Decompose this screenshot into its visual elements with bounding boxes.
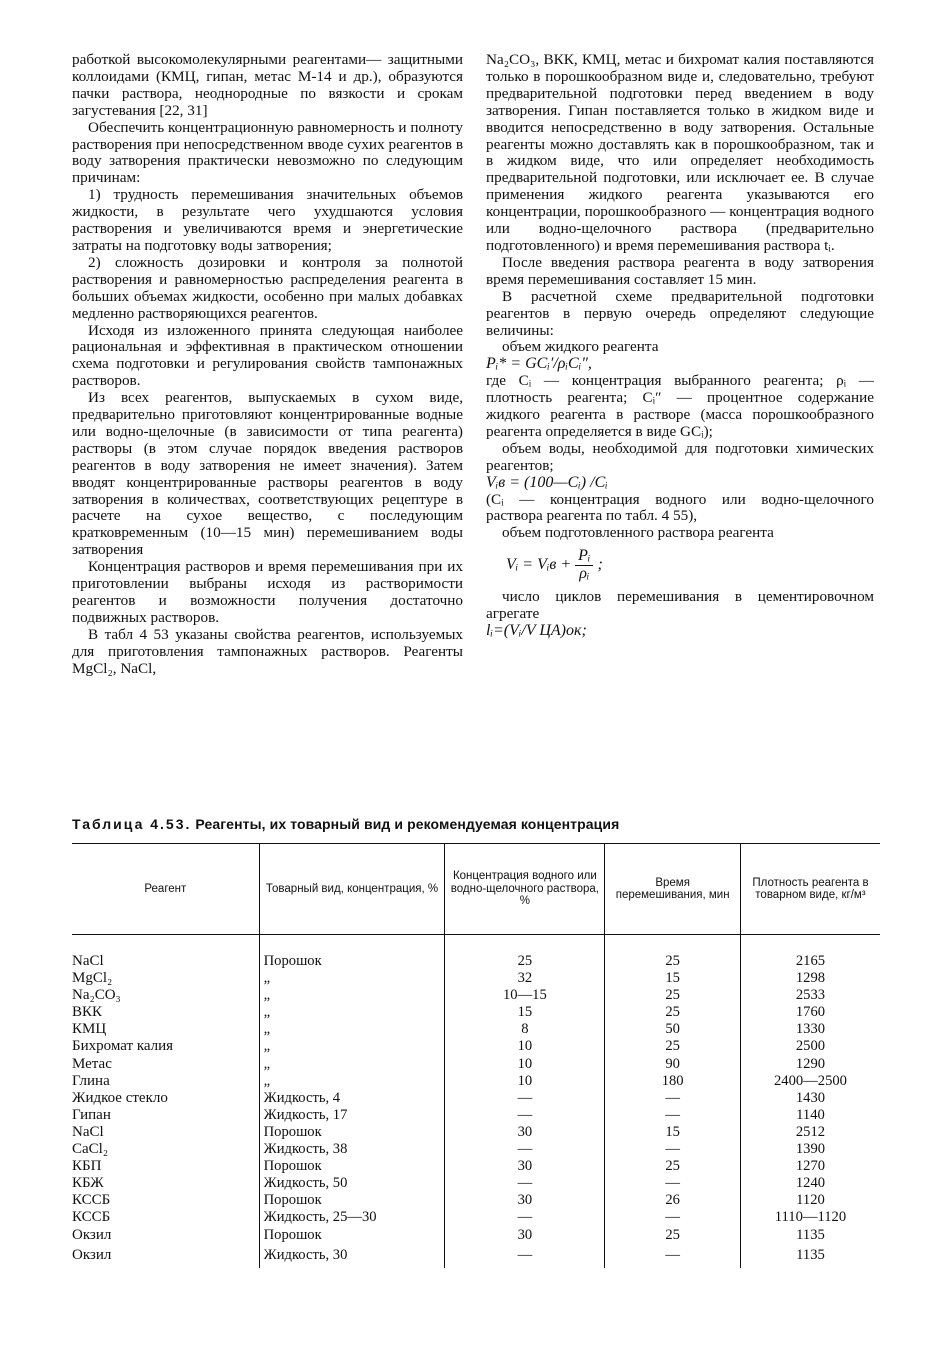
cell-reagent: Бихромат калия bbox=[72, 1038, 174, 1055]
cell-concentration: 30 bbox=[445, 1227, 605, 1244]
cell-density: 1240 bbox=[740, 1175, 880, 1192]
paragraph: В расчетной схеме предварительной подготовки реагентов в первую очередь определяют следующие величины: bbox=[486, 287, 874, 339]
table-row bbox=[72, 1073, 880, 1090]
cell-density: 1430 bbox=[740, 1090, 880, 1107]
paragraph: Исходя из изложенного принята следующая наиболее рациональная и эффективная в практическом отношении схема подготовки и регулирования свойств тампонажных растворов. bbox=[72, 321, 463, 390]
cell-time: 25 bbox=[605, 1004, 741, 1021]
cell-time: — bbox=[605, 1107, 741, 1124]
cell-time: 180 bbox=[605, 1073, 741, 1090]
cell-time: 90 bbox=[605, 1056, 741, 1073]
cell-concentration: 30 bbox=[445, 1124, 605, 1141]
cell-concentration: — bbox=[445, 1107, 605, 1124]
column-header-mixing-time: Время перемешивания, мин bbox=[605, 844, 741, 935]
cell-concentration: 10 bbox=[445, 1056, 605, 1073]
cell-form: Жидкость, 17 bbox=[259, 1107, 445, 1124]
table-header-row bbox=[72, 844, 880, 935]
cell-concentration: — bbox=[445, 1175, 605, 1192]
cell-reagent: Na₂CO₃ bbox=[72, 987, 121, 1004]
table-row bbox=[72, 1158, 880, 1175]
table-row bbox=[72, 1004, 880, 1021]
cell-time: 50 bbox=[605, 1021, 741, 1038]
table-row bbox=[72, 1038, 880, 1055]
cell-concentration: 30 bbox=[445, 1192, 605, 1209]
paragraph: объем жидкого реагента bbox=[502, 338, 659, 356]
left-text-column bbox=[72, 52, 463, 678]
table-row bbox=[72, 935, 880, 971]
table-row bbox=[72, 1056, 880, 1073]
cell-density: 1120 bbox=[740, 1192, 880, 1209]
column-header-density: Плотность реагента в товарном виде, кг/м³ bbox=[740, 844, 880, 935]
cell-concentration: 15 bbox=[445, 1004, 605, 1021]
cell-time: — bbox=[605, 1175, 741, 1192]
cell-time: 15 bbox=[605, 1124, 741, 1141]
cell-form: „ bbox=[259, 987, 445, 1004]
table-row bbox=[72, 1141, 880, 1158]
cell-reagent: MgCl₂ bbox=[72, 970, 113, 987]
cell-concentration: — bbox=[445, 1209, 605, 1226]
cell-form: „ bbox=[259, 1004, 445, 1021]
column-header-reagent: Реагент bbox=[72, 844, 259, 935]
formula-solution-volume bbox=[506, 548, 874, 583]
table-row bbox=[72, 1124, 880, 1141]
cell-form: Порошок bbox=[259, 1192, 445, 1209]
cell-form: „ bbox=[259, 1056, 445, 1073]
table-row bbox=[72, 1227, 880, 1244]
cell-form: Жидкость, 25—30 bbox=[259, 1209, 445, 1226]
cell-form: Жидкость, 50 bbox=[259, 1175, 445, 1192]
cell-concentration: — bbox=[445, 1141, 605, 1158]
formula-tail: ; bbox=[597, 556, 603, 574]
cell-density: 1140 bbox=[740, 1107, 880, 1124]
table-row bbox=[72, 1244, 880, 1268]
reagents-table bbox=[72, 843, 880, 1268]
cell-time: — bbox=[605, 1090, 741, 1107]
table-row bbox=[72, 1021, 880, 1038]
formula-lhs: Vᵢ = Vᵢв + bbox=[506, 556, 572, 574]
cell-form: Жидкость, 4 bbox=[259, 1090, 445, 1107]
cell-density: 1298 bbox=[740, 970, 880, 987]
cell-reagent: Глина bbox=[72, 1072, 110, 1089]
cell-density: 2500 bbox=[740, 1038, 880, 1055]
paragraph: число циклов перемешивания в цементировочном агрегате bbox=[486, 588, 874, 622]
cell-concentration: 10 bbox=[445, 1038, 605, 1055]
cell-form: Жидкость, 38 bbox=[259, 1141, 445, 1158]
list-item: 2) сложность дозировки и контроля за полнотой растворения и равномерностью распределения реагента в больших объемах жидкости, особенно при малых добавках медленно растворяющихся реагентов. bbox=[72, 253, 463, 322]
paragraph: После введения раствора реагента в воду затворения время перемешивания составляет 15 мин. bbox=[486, 253, 874, 288]
cell-density: 2400—2500 bbox=[740, 1073, 880, 1090]
table-label: Таблица 4.53. bbox=[72, 816, 192, 832]
cell-density: 2512 bbox=[740, 1124, 880, 1141]
table-row bbox=[72, 1107, 880, 1124]
cell-time: — bbox=[605, 1244, 741, 1268]
cell-reagent: CaCl₂ bbox=[72, 1141, 109, 1158]
cell-form: „ bbox=[259, 1038, 445, 1055]
cell-reagent: Метас bbox=[72, 1055, 112, 1072]
table-row bbox=[72, 987, 880, 1004]
cell-reagent: КССБ bbox=[72, 1209, 111, 1226]
cell-density: 1135 bbox=[740, 1244, 880, 1268]
cell-form: „ bbox=[259, 1073, 445, 1090]
cell-form: „ bbox=[259, 970, 445, 987]
cell-reagent: Жидкое стекло bbox=[72, 1089, 168, 1106]
paragraph: Из всех реагентов, выпускаемых в сухом виде, предварительно приготовляют концентрированные водные или водно-щелочные (в зависимости от типа реагента) растворы (в этом случае порядок введения растворов реагентов в воду затворения не имеет значения). Затем вводят концентрированные растворы реагентов в воду затворения в количествах, соответствующих рецептуре в расчете на сухое вещество, с последующим кратковременным (10—15 мин) перемешиванием воды затворения bbox=[72, 389, 463, 559]
cell-density: 1330 bbox=[740, 1021, 880, 1038]
table-row bbox=[72, 1175, 880, 1192]
cell-time: 25 bbox=[605, 1038, 741, 1055]
cell-time: 25 bbox=[605, 935, 741, 971]
table-row bbox=[72, 970, 880, 987]
cell-concentration: 10—15 bbox=[445, 987, 605, 1004]
formula-water-volume: Vᵢв = (100—Cᵢ) /Cᵢ bbox=[486, 473, 608, 491]
table-row bbox=[72, 1192, 880, 1209]
cell-form: „ bbox=[259, 1021, 445, 1038]
cell-reagent: NaCl bbox=[72, 953, 104, 969]
cell-reagent: Окзил bbox=[72, 1247, 112, 1264]
formula-fraction bbox=[575, 548, 593, 583]
cell-time: 26 bbox=[605, 1192, 741, 1209]
cell-time: 25 bbox=[605, 1158, 741, 1175]
cell-concentration: — bbox=[445, 1244, 605, 1268]
table-row bbox=[72, 1209, 880, 1226]
cell-reagent: NaCl bbox=[72, 1123, 104, 1140]
cell-density: 2165 bbox=[740, 935, 880, 971]
table-row bbox=[72, 1090, 880, 1107]
cell-concentration: 32 bbox=[445, 970, 605, 987]
paragraph: объем подготовленного раствора реагента bbox=[502, 524, 774, 542]
cell-density: 1110—1120 bbox=[740, 1209, 880, 1226]
paragraph: где Cᵢ — концентрация выбранного реагента; ρᵢ — плотность реагента; Cᵢ″ — процентное содержание жидкого реагента в растворе (масса порошкообразного реагента определяется в виде GCᵢ); bbox=[486, 372, 874, 440]
cell-concentration: 30 bbox=[445, 1158, 605, 1175]
cell-concentration: 8 bbox=[445, 1021, 605, 1038]
formula-mixing-cycles: lᵢ=(Vᵢ/V ЦА)ок; bbox=[486, 621, 587, 639]
cell-concentration: 10 bbox=[445, 1073, 605, 1090]
cell-density: 2533 bbox=[740, 987, 880, 1004]
paragraph: (Cᵢ — концентрация водного или водно-щелочного раствора реагента по табл. 4 55), bbox=[486, 490, 874, 525]
cell-density: 1760 bbox=[740, 1004, 880, 1021]
cell-time: 25 bbox=[605, 1227, 741, 1244]
paragraph: объем воды, необходимой для подготовки химических реагентов; bbox=[486, 439, 874, 474]
paragraph: Концентрация растворов и время перемешивания при их приготовлении выбраны исходя из растворимости реагентов и возможности получения достаточно подвижных растворов. bbox=[72, 558, 463, 626]
fraction-numerator: Pᵢ bbox=[575, 548, 593, 566]
cell-form: Порошок bbox=[259, 1124, 445, 1141]
fraction-denominator: ρᵢ bbox=[579, 565, 590, 583]
formula-reagent-volume: Pᵢ* = GCᵢ′/ρᵢCᵢ″, bbox=[486, 355, 592, 373]
cell-density: 1290 bbox=[740, 1056, 880, 1073]
cell-reagent: Гипан bbox=[72, 1106, 111, 1123]
cell-concentration: — bbox=[445, 1090, 605, 1107]
column-header-concentration: Концентрация водного или водно-щелочного раствора, % bbox=[445, 844, 605, 935]
cell-form: Жидкость, 30 bbox=[259, 1244, 445, 1268]
cell-form: Порошок bbox=[259, 1227, 445, 1244]
cell-time: — bbox=[605, 1141, 741, 1158]
cell-time: 25 bbox=[605, 987, 741, 1004]
table-caption bbox=[72, 816, 872, 832]
column-header-form: Товарный вид, концентрация, % bbox=[259, 844, 445, 935]
cell-reagent: Окзил bbox=[72, 1226, 112, 1243]
table-title-text: Реагенты, их товарный вид и рекомендуемая концентрация bbox=[195, 816, 620, 832]
cell-form: Порошок bbox=[259, 935, 445, 971]
cell-time: — bbox=[605, 1209, 741, 1226]
cell-concentration: 25 bbox=[445, 935, 605, 971]
cell-time: 15 bbox=[605, 970, 741, 987]
cell-density: 1390 bbox=[740, 1141, 880, 1158]
paragraph: В табл 4 53 указаны свойства реагентов, используемых для приготовления тампонажных растворов. Реагенты MgCl₂, NaCl, bbox=[72, 625, 463, 677]
right-text-column bbox=[486, 52, 874, 640]
cell-form: Порошок bbox=[259, 1158, 445, 1175]
paragraph: работкой высокомолекулярными реагентами— защитными коллоидами (КМЦ, гипан, метас М-14 и др.), образуются пачки раствора, неоднородные по вязкости и срокам загустевания [22, 31] bbox=[72, 51, 463, 119]
cell-reagent: КМЦ bbox=[72, 1021, 107, 1038]
cell-density: 1135 bbox=[740, 1227, 880, 1244]
cell-reagent: КБЖ bbox=[72, 1175, 104, 1192]
cell-reagent: ВКК bbox=[72, 1004, 103, 1021]
cell-reagent: КССБ bbox=[72, 1192, 111, 1209]
paragraph: Na₂CO₃, ВКК, КМЦ, метас и бихромат калия поставляются только в порошкообразном виде и, следовательно, требуют предварительной подготовки перед введением в воду затворения. Гипан поставляется только в жидком виде и вводится непосредственно в воду затворения. Остальные реагенты можно доставлять как в порошкообразном, так и в жидком виде, что или определяет необходимость предварительной подготовки, или исключает ее. В случае применения жидкого реагента указываются его концентрации, порошкообразного — концентрация водного или водно-щелочного раствора (предварительно подготовленного) и время перемешивания раствора tᵢ. bbox=[486, 51, 874, 254]
paragraph: Обеспечить концентрационную равномерность и полноту растворения при непосредственном вводе сухих реагентов в воду затворения практически невозможно по следующим причинам: bbox=[72, 118, 463, 187]
cell-density: 1270 bbox=[740, 1158, 880, 1175]
cell-reagent: КБП bbox=[72, 1158, 102, 1175]
list-item: 1) трудность перемешивания значительных объемов жидкости, в результате чего ухудшаются условия растворения и увеличиваются время и энергетические затраты на подготовку воды затворения; bbox=[72, 186, 463, 254]
